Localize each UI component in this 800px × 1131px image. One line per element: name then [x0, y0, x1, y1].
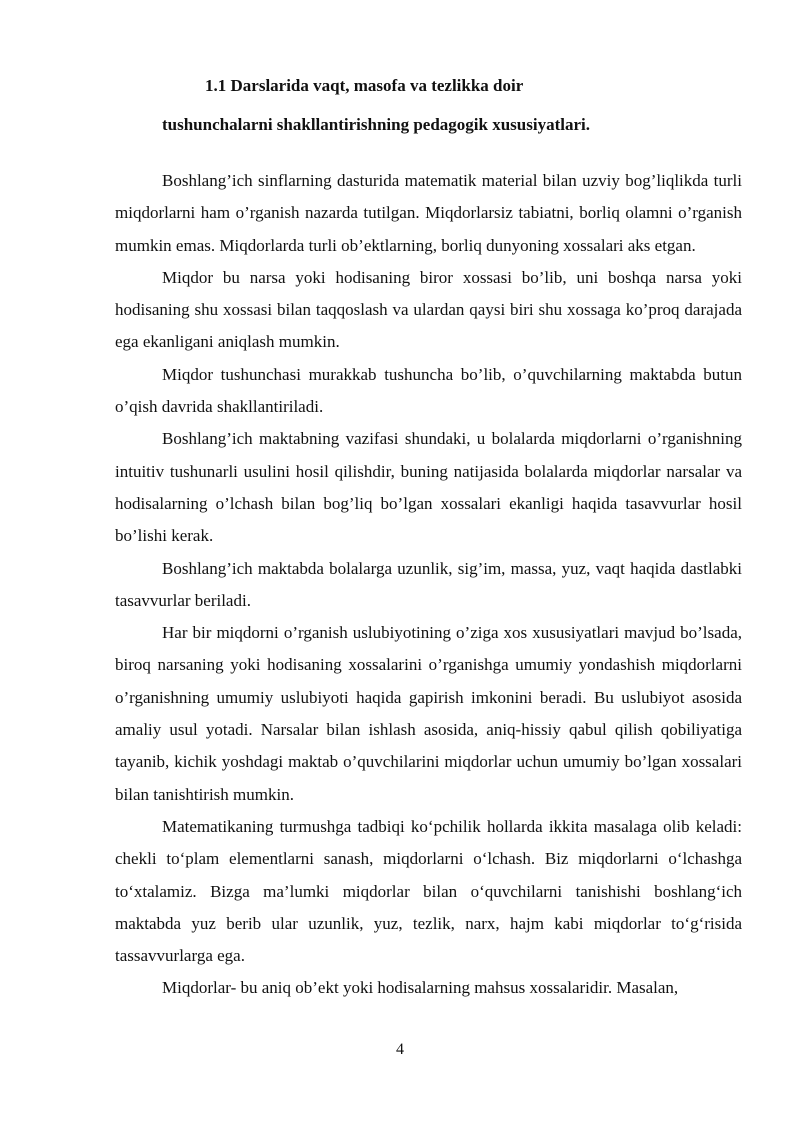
paragraph: Har bir miqdorni o’rganish uslubiyotining o’ziga xos xususiyatlari mavjud bo’lsada, biroq narsaning yoki hodisaning xossalarini o’rganishga umumiy yondashish miqdorlarni o’rganishning umumiy uslubiyoti haqida gapirish imkonini beradi. Bu uslubiyot asosida amaliy usul yotadi. Narsalar bilan ishlash asosida, aniq-hissiy qabul qilish qobiliyatiga tayanib, kichik yoshdagi maktab o’quvchilarini miqdorlar uchun umumiy bo’lgan xossalari bilan tanishtirish mumkin. [115, 623, 742, 804]
body-text [115, 165, 742, 1005]
paragraph: Miqdor tushunchasi murakkab tushuncha bo’lib, o’quvchilarning maktabda butun o’qish davrida shakllantiriladi. [115, 364, 742, 417]
paragraph: Boshlang’ich maktabda bolalarga uzunlik, sig’im, massa, yuz, vaqt haqida dastlabki tasavvurlar beriladi. [115, 558, 742, 610]
paragraph: Boshlang’ich sinflarning dasturida matematik material bilan uzviy bog’liqlikda turli miqdorlarni ham o’rganish nazarda tutilgan. Miqdorlarsiz tabiatni, borliq olamni o’rganish mumkin emas. Miqdorlarda turli ob’ektlarning, borliq dunyoning xossalari aks etgan. [115, 171, 742, 255]
section-heading-line-2: tushunchalarni shakllantirishning pedagogik xususiyatlari. [162, 115, 590, 134]
section-heading-line-1: 1.1 Darslarida vaqt, masofa va tezlikka doir [205, 76, 524, 95]
page-number: 4 [396, 1041, 404, 1058]
paragraph: Miqdor bu narsa yoki hodisaning biror xossasi bo’lib, uni boshqa narsa yoki hodisaning shu xossasi bilan taqqoslash va ulardan qaysi biri shu xossaga ko’proq darajada ega ekanligani aniqlash mumkin. [115, 267, 742, 352]
paragraph: Matematikaning turmushga tadbiqi ko‘pchilik hollarda ikkita masalaga olib keladi: chekli to‘plam elementlarni sanash, miqdorlarni o‘lchash. Biz miqdorlarni o‘lchashga to‘xtalamiz. Bizga ma’lumki miqdorlar bilan o‘quvchilarni tanishishi boshlang‘ich maktabda yuz berib ular uzunlik, yuz, tezlik, narx, hajm kabi miqdorlar to‘g‘risida tassavvurlarga ega. [115, 816, 742, 966]
paragraph: Boshlang’ich maktabning vazifasi shundaki, u bolalarda miqdorlarni o’rganishning intuitiv tushunarli usulini hosil qilishdir, buning natijasida bolalarda miqdorlar narsalar va hodisalarning o’lchash bilan bog’liq bo’lgan xossalari ekanligi haqida tasavvurlar hosil bo’lishi kerak. [115, 429, 742, 546]
paragraph: Miqdorlar- bu aniq ob’ekt yoki hodisalarning mahsus xossalaridir. Masalan, [162, 978, 679, 998]
